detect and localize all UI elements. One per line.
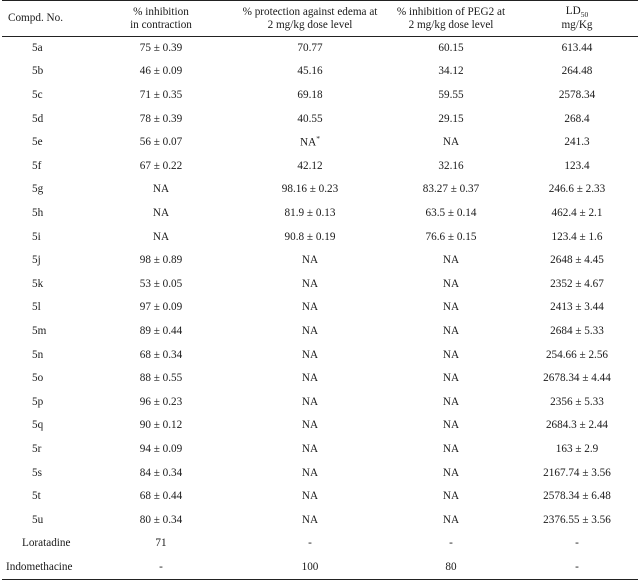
table-row bbox=[2, 202, 638, 226]
cell-compd bbox=[2, 296, 88, 320]
cell-inhibition bbox=[88, 556, 234, 580]
cell-compd-text: 5n bbox=[32, 348, 44, 361]
header-compd bbox=[2, 1, 88, 37]
table-row bbox=[2, 343, 638, 367]
cell-inhibition-text: NA bbox=[152, 207, 170, 220]
cell-peg2-text: 63.5 ± 0.14 bbox=[425, 207, 477, 220]
cell-inhibition bbox=[88, 84, 234, 108]
cell-inhibition-text: 71 ± 0.35 bbox=[139, 89, 183, 102]
cell-compd bbox=[2, 60, 88, 84]
cell-compd-text: 5e bbox=[32, 136, 43, 149]
cell-peg2-text: NA bbox=[442, 513, 460, 526]
cell-peg2 bbox=[386, 367, 516, 391]
cell-protection-text: 70.77 bbox=[297, 42, 323, 55]
cell-ld50-text: 241.3 bbox=[564, 136, 590, 149]
table-row bbox=[2, 485, 638, 509]
cell-ld50-text: 2684.3 ± 2.44 bbox=[545, 419, 609, 432]
cell-peg2 bbox=[386, 178, 516, 202]
cell-compd bbox=[2, 508, 88, 532]
cell-peg2 bbox=[386, 154, 516, 178]
table-row bbox=[2, 438, 638, 462]
cell-protection-text: NA bbox=[301, 490, 319, 503]
cell-compd bbox=[2, 461, 88, 485]
cell-ld50 bbox=[516, 131, 638, 155]
cell-compd bbox=[2, 390, 88, 414]
cell-protection-text: NA bbox=[301, 254, 319, 267]
table-row bbox=[2, 225, 638, 249]
table-row bbox=[2, 178, 638, 202]
cell-ld50-text: 2413 ± 3.44 bbox=[550, 301, 604, 314]
cell-peg2-text: NA bbox=[442, 372, 460, 385]
table-body bbox=[2, 37, 638, 580]
cell-ld50 bbox=[516, 556, 638, 580]
cell-peg2-text: 80 bbox=[445, 560, 457, 573]
cell-protection bbox=[234, 390, 386, 414]
cell-peg2-text: 83.27 ± 0.37 bbox=[422, 183, 480, 196]
cell-peg2-text: 34.12 bbox=[438, 65, 464, 78]
cell-ld50 bbox=[516, 84, 638, 108]
cell-ld50-text: 163 ± 2.9 bbox=[555, 442, 599, 455]
cell-compd bbox=[2, 131, 88, 155]
table-row bbox=[2, 37, 638, 61]
cell-inhibition-text: 80 ± 0.34 bbox=[139, 513, 183, 526]
cell-protection-text: 100 bbox=[301, 560, 319, 573]
cell-ld50 bbox=[516, 296, 638, 320]
header-ld50-sub: 50 bbox=[580, 9, 589, 19]
cell-ld50-text: 2167.74 ± 3.56 bbox=[543, 466, 611, 479]
cell-protection-text: NA bbox=[301, 348, 319, 361]
cell-ld50-text: 2578.34 bbox=[558, 89, 596, 102]
header-peg2 bbox=[386, 1, 516, 37]
table-row bbox=[2, 556, 638, 580]
cell-ld50-text: 2684 ± 5.33 bbox=[550, 324, 604, 337]
cell-protection-text: 69.18 bbox=[297, 89, 323, 102]
cell-compd-text: 5o bbox=[32, 372, 44, 385]
cell-compd bbox=[2, 438, 88, 462]
cell-compd-text: 5a bbox=[32, 42, 43, 55]
cell-inhibition-text: 53 ± 0.05 bbox=[139, 277, 183, 290]
cell-peg2 bbox=[386, 556, 516, 580]
cell-compd-text: 5i bbox=[32, 230, 41, 243]
cell-inhibition-text: 68 ± 0.44 bbox=[139, 490, 183, 503]
cell-compd-text: 5t bbox=[32, 490, 41, 503]
cell-peg2-text: NA bbox=[442, 254, 460, 267]
cell-inhibition-text: 46 ± 0.09 bbox=[139, 65, 183, 78]
cell-protection bbox=[234, 272, 386, 296]
cell-protection bbox=[234, 107, 386, 131]
cell-inhibition bbox=[88, 438, 234, 462]
cell-protection bbox=[234, 37, 386, 61]
cell-peg2 bbox=[386, 225, 516, 249]
header-ld50-line1 bbox=[518, 5, 636, 20]
cell-peg2-text: NA bbox=[442, 277, 460, 290]
cell-compd bbox=[2, 343, 88, 367]
cell-peg2 bbox=[386, 414, 516, 438]
cell-protection bbox=[234, 131, 386, 155]
cell-peg2-text: 59.55 bbox=[438, 89, 464, 102]
cell-inhibition-text: 89 ± 0.44 bbox=[139, 324, 183, 337]
cell-protection bbox=[234, 296, 386, 320]
cell-compd-text: 5q bbox=[32, 419, 44, 432]
cell-inhibition-text: 97 ± 0.09 bbox=[139, 301, 183, 314]
cell-inhibition-text: 88 ± 0.55 bbox=[139, 372, 183, 385]
cell-compd bbox=[2, 556, 88, 580]
header-peg2-line1: % inhibition of PEG2 at bbox=[396, 5, 506, 18]
cell-inhibition-text: 71 bbox=[155, 537, 167, 550]
header-peg2-line2: 2 mg/kg dose level bbox=[408, 18, 494, 31]
cell-ld50 bbox=[516, 320, 638, 344]
header-ld50-line2: mg/Kg bbox=[561, 19, 593, 32]
cell-ld50-text: 264.48 bbox=[561, 65, 593, 78]
cell-compd bbox=[2, 178, 88, 202]
cell-ld50-text: 2352 ± 4.67 bbox=[550, 277, 604, 290]
cell-ld50 bbox=[516, 532, 638, 556]
cell-inhibition-text: 67 ± 0.22 bbox=[139, 159, 183, 172]
header-inhibition bbox=[88, 1, 234, 37]
cell-compd bbox=[2, 272, 88, 296]
cell-protection-text: NA bbox=[301, 419, 319, 432]
cell-ld50-text: 613.44 bbox=[561, 42, 593, 55]
cell-ld50-text: - bbox=[575, 537, 579, 550]
cell-protection bbox=[234, 556, 386, 580]
cell-protection bbox=[234, 249, 386, 273]
table-row bbox=[2, 131, 638, 155]
cell-inhibition bbox=[88, 37, 234, 61]
cell-peg2 bbox=[386, 131, 516, 155]
cell-protection bbox=[234, 154, 386, 178]
cell-ld50 bbox=[516, 485, 638, 509]
cell-compd-text: 5s bbox=[32, 466, 42, 479]
cell-inhibition bbox=[88, 202, 234, 226]
cell-peg2-text: 76.6 ± 0.15 bbox=[425, 230, 477, 243]
cell-inhibition bbox=[88, 485, 234, 509]
cell-ld50 bbox=[516, 508, 638, 532]
cell-ld50-text: 2356 ± 5.33 bbox=[550, 395, 604, 408]
cell-compd bbox=[2, 367, 88, 391]
cell-protection bbox=[234, 202, 386, 226]
cell-inhibition bbox=[88, 414, 234, 438]
cell-inhibition bbox=[88, 390, 234, 414]
cell-protection bbox=[234, 84, 386, 108]
header-protection bbox=[234, 1, 386, 37]
cell-ld50 bbox=[516, 225, 638, 249]
cell-peg2-text: NA bbox=[442, 490, 460, 503]
cell-peg2 bbox=[386, 438, 516, 462]
header-row bbox=[2, 1, 638, 37]
header-inhibition-line1: % inhibition bbox=[133, 5, 189, 18]
table-row bbox=[2, 107, 638, 131]
cell-ld50 bbox=[516, 272, 638, 296]
cell-compd bbox=[2, 202, 88, 226]
cell-ld50 bbox=[516, 249, 638, 273]
cell-peg2 bbox=[386, 107, 516, 131]
cell-peg2 bbox=[386, 37, 516, 61]
cell-compd bbox=[2, 320, 88, 344]
cell-compd bbox=[2, 414, 88, 438]
cell-compd-text: 5f bbox=[32, 159, 42, 172]
cell-inhibition-text: NA bbox=[152, 183, 170, 196]
cell-protection-text: NA bbox=[301, 324, 319, 337]
cell-ld50-text: 2376.55 ± 3.56 bbox=[543, 513, 611, 526]
cell-compd-text: 5m bbox=[32, 324, 47, 337]
cell-protection-text: NA bbox=[300, 137, 317, 150]
table-row bbox=[2, 508, 638, 532]
cell-peg2-text: NA bbox=[442, 395, 460, 408]
cell-ld50-text: 2578.34 ± 6.48 bbox=[543, 490, 611, 503]
cell-compd-text: 5h bbox=[32, 207, 44, 220]
cell-ld50 bbox=[516, 414, 638, 438]
cell-inhibition-text: 90 ± 0.12 bbox=[139, 419, 183, 432]
cell-protection-text: NA bbox=[301, 513, 319, 526]
cell-peg2 bbox=[386, 272, 516, 296]
cell-compd-text: 5k bbox=[32, 277, 44, 290]
cell-inhibition-text: 68 ± 0.34 bbox=[139, 348, 183, 361]
cell-compd-text: 5b bbox=[32, 65, 44, 78]
cell-ld50 bbox=[516, 60, 638, 84]
cell-ld50-text: 2648 ± 4.45 bbox=[550, 254, 604, 267]
cell-inhibition bbox=[88, 225, 234, 249]
cell-compd-text: 5l bbox=[32, 301, 41, 314]
cell-inhibition bbox=[88, 532, 234, 556]
cell-inhibition bbox=[88, 131, 234, 155]
cell-compd-text: 5g bbox=[32, 183, 44, 196]
cell-peg2 bbox=[386, 84, 516, 108]
table-row bbox=[2, 249, 638, 273]
cell-inhibition bbox=[88, 107, 234, 131]
cell-inhibition bbox=[88, 178, 234, 202]
cell-peg2 bbox=[386, 60, 516, 84]
cell-ld50 bbox=[516, 343, 638, 367]
cell-peg2-text: NA bbox=[442, 466, 460, 479]
cell-protection-text: 90.8 ± 0.19 bbox=[284, 230, 336, 243]
cell-peg2-text: 32.16 bbox=[438, 159, 464, 172]
cell-protection-text: NA bbox=[301, 395, 319, 408]
cell-ld50-text: 254.66 ± 2.56 bbox=[545, 348, 609, 361]
cell-protection-text: 42.12 bbox=[297, 159, 323, 172]
header-ld50 bbox=[516, 1, 638, 37]
header-compd-text: Compd. No. bbox=[8, 12, 64, 25]
cell-peg2 bbox=[386, 296, 516, 320]
cell-protection-text: - bbox=[308, 537, 312, 550]
cell-protection-text: 98.16 ± 0.23 bbox=[281, 183, 339, 196]
table-row bbox=[2, 414, 638, 438]
cell-ld50 bbox=[516, 37, 638, 61]
cell-inhibition-text: 56 ± 0.07 bbox=[139, 136, 183, 149]
cell-inhibition bbox=[88, 343, 234, 367]
cell-ld50 bbox=[516, 154, 638, 178]
cell-peg2-text: NA bbox=[442, 136, 460, 149]
cell-inhibition bbox=[88, 508, 234, 532]
table-row bbox=[2, 532, 638, 556]
cell-inhibition bbox=[88, 272, 234, 296]
cell-protection bbox=[234, 178, 386, 202]
cell-peg2 bbox=[386, 461, 516, 485]
cell-ld50 bbox=[516, 202, 638, 226]
cell-ld50-text: 123.4 ± 1.6 bbox=[551, 230, 603, 243]
cell-protection-text: 81.9 ± 0.13 bbox=[284, 207, 336, 220]
table-row bbox=[2, 296, 638, 320]
cell-protection bbox=[234, 461, 386, 485]
cell-ld50 bbox=[516, 390, 638, 414]
cell-inhibition-text: 84 ± 0.34 bbox=[139, 466, 183, 479]
cell-ld50 bbox=[516, 178, 638, 202]
cell-compd bbox=[2, 84, 88, 108]
table-row bbox=[2, 84, 638, 108]
cell-peg2-text: - bbox=[449, 537, 453, 550]
cell-protection bbox=[234, 508, 386, 532]
cell-protection-text: NA bbox=[301, 372, 319, 385]
cell-compd bbox=[2, 154, 88, 178]
cell-ld50 bbox=[516, 367, 638, 391]
cell-inhibition bbox=[88, 60, 234, 84]
cell-compd-text: 5j bbox=[32, 254, 41, 267]
cell-peg2-text: NA bbox=[442, 348, 460, 361]
table-header bbox=[2, 1, 638, 37]
cell-peg2-text: NA bbox=[442, 324, 460, 337]
cell-ld50-text: - bbox=[575, 560, 579, 573]
cell-compd bbox=[2, 225, 88, 249]
cell-peg2 bbox=[386, 202, 516, 226]
cell-inhibition-text: NA bbox=[152, 230, 170, 243]
cell-peg2-text: NA bbox=[442, 442, 460, 455]
table-row bbox=[2, 367, 638, 391]
cell-peg2 bbox=[386, 390, 516, 414]
cell-ld50-text: 123.4 bbox=[564, 159, 590, 172]
cell-inhibition-text: 98 ± 0.89 bbox=[139, 254, 183, 267]
results-table bbox=[2, 0, 638, 580]
cell-peg2-text: 60.15 bbox=[438, 42, 464, 55]
cell-peg2-text: NA bbox=[442, 301, 460, 314]
cell-protection bbox=[234, 485, 386, 509]
cell-ld50 bbox=[516, 438, 638, 462]
cell-inhibition-text: 75 ± 0.39 bbox=[139, 42, 183, 55]
cell-compd-text: 5c bbox=[32, 89, 43, 102]
cell-peg2 bbox=[386, 532, 516, 556]
cell-compd-text: 5u bbox=[32, 513, 44, 526]
cell-inhibition bbox=[88, 320, 234, 344]
cell-protection bbox=[234, 343, 386, 367]
cell-ld50-text: 462.4 ± 2.1 bbox=[551, 207, 603, 220]
cell-inhibition bbox=[88, 296, 234, 320]
cell-protection-text: NA bbox=[301, 466, 319, 479]
cell-compd bbox=[2, 37, 88, 61]
header-ld50-main: LD bbox=[565, 4, 581, 17]
cell-protection bbox=[234, 367, 386, 391]
table-row bbox=[2, 272, 638, 296]
cell-peg2 bbox=[386, 343, 516, 367]
cell-compd bbox=[2, 249, 88, 273]
na-footnote-marker: * bbox=[316, 134, 320, 144]
cell-ld50-text: 246.6 ± 2.33 bbox=[548, 183, 606, 196]
cell-compd-text: Loratadine bbox=[22, 537, 71, 550]
cell-peg2-text: NA bbox=[442, 419, 460, 432]
cell-inhibition bbox=[88, 249, 234, 273]
cell-inhibition bbox=[88, 154, 234, 178]
header-protection-line1: % protection against edema at bbox=[242, 5, 378, 18]
cell-protection bbox=[234, 414, 386, 438]
cell-protection bbox=[234, 320, 386, 344]
cell-inhibition-text: - bbox=[159, 560, 163, 573]
table-row bbox=[2, 320, 638, 344]
cell-protection bbox=[234, 225, 386, 249]
cell-peg2 bbox=[386, 485, 516, 509]
cell-ld50 bbox=[516, 461, 638, 485]
cell-compd bbox=[2, 485, 88, 509]
cell-compd-text: 5d bbox=[32, 112, 44, 125]
header-inhibition-line2: in contraction bbox=[130, 18, 192, 31]
cell-protection-text: 40.55 bbox=[297, 112, 323, 125]
cell-peg2 bbox=[386, 508, 516, 532]
cell-compd-text: 5r bbox=[32, 442, 42, 455]
cell-ld50 bbox=[516, 107, 638, 131]
cell-compd bbox=[2, 107, 88, 131]
cell-peg2 bbox=[386, 249, 516, 273]
cell-protection bbox=[234, 60, 386, 84]
table-row bbox=[2, 461, 638, 485]
cell-inhibition-text: 78 ± 0.39 bbox=[139, 112, 183, 125]
cell-inhibition bbox=[88, 461, 234, 485]
cell-ld50-text: 268.4 bbox=[564, 112, 590, 125]
cell-protection-text: NA bbox=[301, 301, 319, 314]
cell-compd bbox=[2, 532, 88, 556]
cell-protection-text: NA bbox=[301, 277, 319, 290]
cell-inhibition-text: 94 ± 0.09 bbox=[139, 442, 183, 455]
cell-compd-text: 5p bbox=[32, 395, 44, 408]
cell-peg2 bbox=[386, 320, 516, 344]
cell-peg2-text: 29.15 bbox=[438, 112, 464, 125]
cell-protection-text: NA bbox=[301, 442, 319, 455]
cell-protection bbox=[234, 532, 386, 556]
cell-protection-text: 45.16 bbox=[297, 65, 323, 78]
cell-inhibition bbox=[88, 367, 234, 391]
cell-ld50-text: 2678.34 ± 4.44 bbox=[543, 372, 611, 385]
table-row bbox=[2, 60, 638, 84]
cell-compd-text: Indomethacine bbox=[6, 560, 73, 573]
table-row bbox=[2, 154, 638, 178]
table-row bbox=[2, 390, 638, 414]
cell-protection bbox=[234, 438, 386, 462]
header-protection-line2: 2 mg/kg dose level bbox=[267, 18, 353, 31]
cell-inhibition-text: 96 ± 0.23 bbox=[139, 395, 183, 408]
